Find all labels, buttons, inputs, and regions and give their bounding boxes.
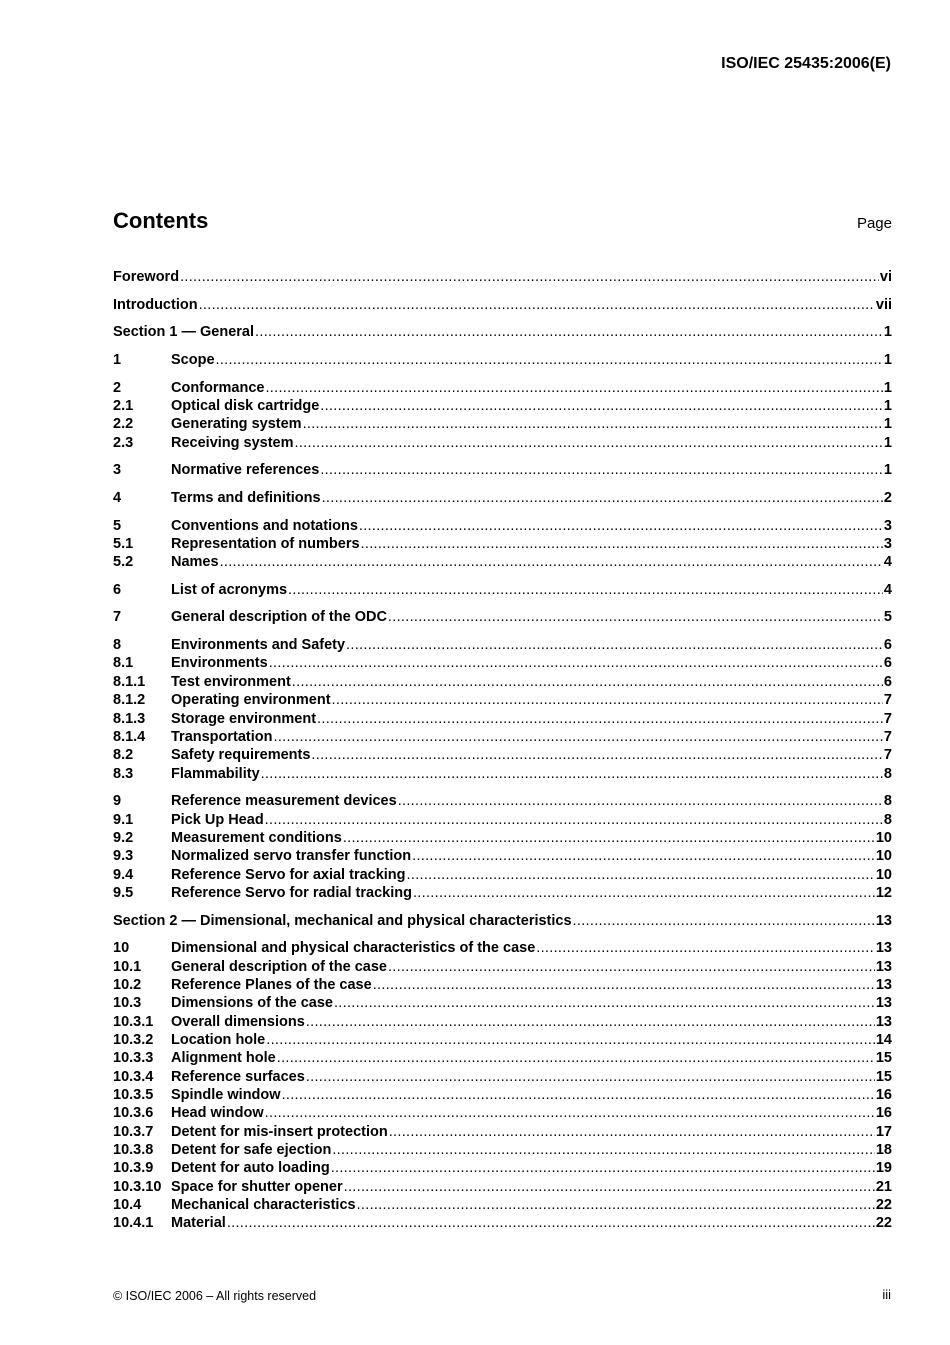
toc-entry[interactable]	[113, 517, 892, 535]
toc-entry-page: 19	[875, 1160, 892, 1177]
toc-entry-label: Test environment	[171, 673, 291, 690]
toc-entry[interactable]	[113, 829, 892, 847]
toc-entry-number: 10.4	[113, 1196, 142, 1213]
toc-entry-page: 3	[883, 535, 892, 552]
dot-leader	[306, 1013, 875, 1031]
toc-entry[interactable]	[113, 553, 892, 571]
toc-entry-number: 10.2	[113, 976, 142, 993]
toc-entry[interactable]	[113, 792, 892, 810]
toc-entry-label: Conventions and notations	[171, 517, 358, 534]
toc-entry[interactable]	[113, 397, 892, 415]
toc-entry[interactable]	[113, 765, 892, 783]
toc-entry-page: 17	[875, 1123, 892, 1140]
dot-leader	[269, 654, 883, 672]
toc-entry-number: 2.1	[113, 397, 134, 414]
toc-entry[interactable]	[113, 728, 892, 746]
page-column-label: Page	[856, 215, 892, 232]
dot-leader	[220, 553, 883, 571]
toc-entry-number: 10.3.2	[113, 1031, 154, 1048]
dot-leader	[343, 829, 875, 847]
toc-entry-number: 10.3.1	[113, 1013, 154, 1030]
toc-entry[interactable]	[113, 1068, 892, 1086]
toc-entry-page: 1	[883, 416, 892, 433]
toc-entry-page: 13	[875, 976, 892, 993]
toc-entry-page: 22	[875, 1215, 892, 1232]
table-of-contents	[113, 268, 892, 1233]
toc-entry-page: 1	[883, 379, 892, 396]
toc-entry[interactable]	[113, 1123, 892, 1141]
dot-leader	[332, 691, 883, 709]
toc-entry-label: Flammability	[171, 765, 260, 782]
toc-entry-label: List of acronyms	[171, 581, 288, 598]
dot-leader	[331, 1159, 875, 1177]
toc-entry-label: Optical disk cartridge	[171, 397, 320, 414]
toc-entry-number: 10.3.6	[113, 1105, 154, 1122]
toc-entry[interactable]	[113, 939, 892, 957]
toc-entry[interactable]	[113, 379, 892, 397]
toc-entry[interactable]	[113, 691, 892, 709]
dot-leader	[359, 517, 883, 535]
toc-entry[interactable]	[113, 636, 892, 654]
toc-entry-page: 1	[883, 434, 892, 451]
dot-leader	[536, 939, 875, 957]
toc-entry-label: Introduction	[113, 296, 198, 313]
dot-leader	[412, 847, 875, 865]
toc-entry-label: Scope	[171, 351, 215, 368]
toc-entry-page: 10	[875, 829, 892, 846]
toc-entry-page: vii	[875, 296, 892, 313]
toc-entry-label: Terms and definitions	[171, 489, 321, 506]
toc-entry-page: 6	[883, 655, 892, 672]
toc-entry-number: 10.3.10	[113, 1178, 162, 1195]
toc-entry[interactable]	[113, 1214, 892, 1232]
toc-entry-page: 7	[883, 710, 892, 727]
toc-entry[interactable]	[113, 710, 892, 728]
dot-leader	[303, 415, 883, 433]
toc-entry-label: Foreword	[113, 269, 180, 285]
toc-entry[interactable]	[113, 489, 892, 507]
dot-leader	[227, 1214, 875, 1232]
toc-entry-number: 1	[113, 351, 122, 368]
dot-leader	[306, 1068, 875, 1086]
toc-entry[interactable]	[113, 461, 892, 479]
dot-leader	[344, 1178, 875, 1196]
toc-entry-label: Normalized servo transfer function	[171, 848, 412, 865]
dot-leader	[322, 489, 883, 507]
toc-entry-page: 8	[883, 811, 892, 828]
toc-entry-label: Reference Servo for axial tracking	[171, 866, 406, 883]
toc-entry-number: 9.4	[113, 866, 134, 883]
toc-entry-page: 13	[875, 995, 892, 1012]
toc-entry-label: Environments and Safety	[171, 637, 346, 654]
toc-entry-label: Detent for auto loading	[171, 1160, 330, 1177]
dot-leader	[199, 296, 875, 314]
toc-entry-label: Measurement conditions	[171, 829, 342, 846]
toc-entry-page: 5	[883, 609, 892, 626]
dot-leader	[388, 608, 883, 626]
toc-entry[interactable]	[113, 884, 892, 902]
toc-entry-page: 3	[883, 517, 892, 534]
toc-entry-page: 14	[875, 1031, 892, 1048]
toc-entry-label: Normative references	[171, 462, 320, 479]
toc-entry-page: 6	[883, 673, 892, 690]
toc-entry[interactable]	[113, 1031, 892, 1049]
dot-leader	[265, 1104, 875, 1122]
toc-entry-number: 2	[113, 379, 122, 396]
toc-entry-number: 10.4.1	[113, 1215, 154, 1232]
dot-leader	[282, 1086, 875, 1104]
toc-entry-page: 10	[875, 848, 892, 865]
toc-entry-label: Detent for mis-insert protection	[171, 1123, 388, 1140]
dot-leader	[180, 268, 879, 286]
toc-entry-label: Location hole	[171, 1031, 266, 1048]
toc-entry-label: Detent for safe ejection	[171, 1141, 332, 1158]
toc-entry-number: 9.1	[113, 811, 134, 828]
dot-leader	[311, 746, 883, 764]
page-number: iii	[882, 1287, 891, 1302]
toc-entry-number: 9.3	[113, 848, 134, 865]
dot-leader	[255, 323, 883, 341]
toc-entry-label: Safety requirements	[171, 747, 311, 764]
toc-entry-label: Alignment hole	[171, 1050, 276, 1067]
toc-entry-page: 10	[875, 866, 892, 883]
toc-entry-number: 2.2	[113, 416, 134, 433]
toc-entry[interactable]	[113, 1141, 892, 1159]
toc-entry-page: 1	[883, 462, 892, 479]
toc-entry[interactable]	[113, 847, 892, 865]
toc-entry-label: Section 2 — Dimensional, mechanical and physical characteristics	[113, 912, 572, 929]
dot-leader	[320, 397, 883, 415]
toc-entry-page: 16	[875, 1086, 892, 1103]
toc-entry-page: 15	[875, 1068, 892, 1085]
document-id: ISO/IEC 25435:2006(E)	[721, 55, 891, 72]
dot-leader	[216, 351, 883, 369]
toc-entry-label: Mechanical characteristics	[171, 1196, 356, 1213]
dot-leader	[346, 636, 883, 654]
dot-leader	[265, 379, 882, 397]
toc-entry-label: Reference measurement devices	[171, 793, 397, 810]
toc-entry-page: 13	[875, 912, 892, 929]
toc-entry[interactable]	[113, 268, 892, 286]
toc-entry-page: 13	[875, 958, 892, 975]
toc-entry-number: 8.3	[113, 765, 134, 782]
toc-entry-label: Receiving system	[171, 434, 294, 451]
toc-entry-page: 8	[883, 765, 892, 782]
toc-entry-page: 12	[875, 884, 892, 901]
toc-entry-page: 13	[875, 940, 892, 957]
dot-leader	[332, 1141, 875, 1159]
toc-entry-label: Generating system	[171, 416, 302, 433]
toc-entry-page: 7	[883, 747, 892, 764]
dot-leader	[288, 581, 883, 599]
toc-entry-number: 9.2	[113, 829, 134, 846]
toc-entry-label: General description of the case	[171, 958, 387, 975]
dot-leader	[334, 994, 875, 1012]
toc-entry[interactable]	[113, 434, 892, 452]
dot-leader	[373, 976, 875, 994]
toc-entry-page: 13	[875, 1013, 892, 1030]
toc-entry-number: 10.3.7	[113, 1123, 154, 1140]
toc-entry-number: 9	[113, 793, 122, 810]
toc-entry[interactable]	[113, 1104, 892, 1122]
toc-entry[interactable]	[113, 673, 892, 691]
toc-entry-page: 6	[883, 637, 892, 654]
toc-entry[interactable]	[113, 415, 892, 433]
dot-leader	[274, 728, 883, 746]
toc-entry[interactable]	[113, 1196, 892, 1214]
dot-leader	[398, 792, 883, 810]
toc-entry-page: 1	[883, 351, 892, 368]
toc-entry-label: Representation of numbers	[171, 535, 360, 552]
toc-entry[interactable]	[113, 1049, 892, 1067]
toc-entry-label: Dimensional and physical characteristics of the case	[171, 940, 536, 957]
toc-entry-page: 1	[883, 397, 892, 414]
toc-entry-number: 8.1	[113, 655, 134, 672]
dot-leader	[266, 1031, 875, 1049]
contents-title-row	[113, 208, 892, 234]
toc-entry-label: Operating environment	[171, 692, 331, 709]
toc-entry-label: Environments	[171, 655, 268, 672]
toc-entry-label: Spindle window	[171, 1086, 281, 1103]
toc-entry-page: 8	[883, 793, 892, 810]
toc-entry-number: 6	[113, 581, 122, 598]
dot-leader	[320, 461, 883, 479]
dot-leader	[573, 912, 875, 930]
toc-entry[interactable]	[113, 958, 892, 976]
toc-entry[interactable]	[113, 654, 892, 672]
toc-entry-number: 8.1.4	[113, 728, 146, 745]
toc-entry-number: 10.3	[113, 995, 142, 1012]
toc-entry-number: 10.3.3	[113, 1050, 154, 1067]
toc-entry[interactable]	[113, 746, 892, 764]
toc-entry-label: Pick Up Head	[171, 811, 264, 828]
toc-entry-label: Space for shutter opener	[171, 1178, 343, 1195]
toc-entry-page: 21	[875, 1178, 892, 1195]
dot-leader	[277, 1049, 875, 1067]
toc-entry[interactable]	[113, 866, 892, 884]
dot-leader	[407, 866, 875, 884]
toc-entry-label: Overall dimensions	[171, 1013, 305, 1030]
toc-entry-label: Storage environment	[171, 710, 317, 727]
toc-entry-label: Transportation	[171, 728, 273, 745]
toc-entry[interactable]	[113, 323, 892, 341]
toc-entry-page: 4	[883, 581, 892, 598]
toc-entry-number: 5	[113, 517, 122, 534]
toc-entry-number: 7	[113, 609, 122, 626]
toc-entry-label: Dimensions of the case	[171, 995, 333, 1012]
dot-leader	[413, 884, 875, 902]
toc-entry-page: 16	[875, 1105, 892, 1122]
toc-entry-number: 10.1	[113, 958, 142, 975]
toc-entry-page: 22	[875, 1196, 892, 1213]
toc-entry-number: 3	[113, 462, 122, 479]
toc-entry-number: 10	[113, 940, 130, 957]
toc-entry-label: Head window	[171, 1105, 264, 1122]
toc-entry-page: 15	[875, 1050, 892, 1067]
toc-entry-label: Reference Planes of the case	[171, 976, 372, 993]
toc-entry-label: Reference surfaces	[171, 1068, 305, 1085]
toc-entry[interactable]	[113, 1013, 892, 1031]
dot-leader	[261, 765, 883, 783]
toc-entry-page: 7	[883, 728, 892, 745]
toc-entry-number: 2.3	[113, 434, 134, 451]
toc-entry-page: 4	[883, 554, 892, 571]
toc-entry[interactable]	[113, 976, 892, 994]
toc-entry-label: Conformance	[171, 379, 265, 396]
copyright-notice: © ISO/IEC 2006 – All rights reserved	[113, 1289, 317, 1303]
toc-entry-number: 5.2	[113, 554, 134, 571]
toc-entry-page: 1	[883, 324, 892, 341]
dot-leader	[357, 1196, 875, 1214]
toc-entry[interactable]	[113, 608, 892, 626]
toc-entry-label: Names	[171, 554, 219, 571]
dot-leader	[292, 673, 883, 691]
toc-entry-number: 10.3.8	[113, 1141, 154, 1158]
toc-entry[interactable]	[113, 1086, 892, 1104]
dot-leader	[361, 535, 883, 553]
toc-entry-number: 4	[113, 489, 122, 506]
toc-entry[interactable]	[113, 1178, 892, 1196]
toc-entry[interactable]	[113, 1159, 892, 1177]
toc-entry-page: 7	[883, 692, 892, 709]
dot-leader	[265, 811, 883, 829]
toc-entry[interactable]	[113, 535, 892, 553]
dot-leader	[388, 958, 875, 976]
toc-entry-label: Material	[171, 1215, 226, 1232]
toc-entry-number: 8.2	[113, 747, 134, 764]
toc-entry-page: 18	[875, 1141, 892, 1158]
dot-leader	[317, 710, 883, 728]
toc-entry-label: Section 1 — General	[113, 324, 255, 341]
toc-entry-number: 9.5	[113, 884, 134, 901]
toc-entry-number: 8.1.2	[113, 692, 146, 709]
dot-leader	[389, 1123, 875, 1141]
toc-entry[interactable]	[113, 912, 892, 930]
toc-entry[interactable]	[113, 811, 892, 829]
toc-entry-page: 2	[883, 489, 892, 506]
toc-entry[interactable]	[113, 296, 892, 314]
toc-entry-number: 8	[113, 637, 122, 654]
toc-entry-label: General description of the ODC	[171, 609, 387, 626]
toc-entry-page: vi	[879, 269, 892, 285]
toc-entry[interactable]	[113, 994, 892, 1012]
toc-entry-label: Reference Servo for radial tracking	[171, 884, 412, 901]
toc-entry[interactable]	[113, 581, 892, 599]
dot-leader	[295, 434, 883, 452]
toc-entry[interactable]	[113, 351, 892, 369]
toc-entry-number: 10.3.4	[113, 1068, 154, 1085]
toc-entry-number: 5.1	[113, 535, 134, 552]
toc-entry-number: 8.1.1	[113, 673, 146, 690]
toc-entry-number: 8.1.3	[113, 710, 146, 727]
toc-entry-number: 10.3.9	[113, 1160, 154, 1177]
toc-entry-number: 10.3.5	[113, 1086, 154, 1103]
page-title: Contents	[113, 208, 209, 233]
